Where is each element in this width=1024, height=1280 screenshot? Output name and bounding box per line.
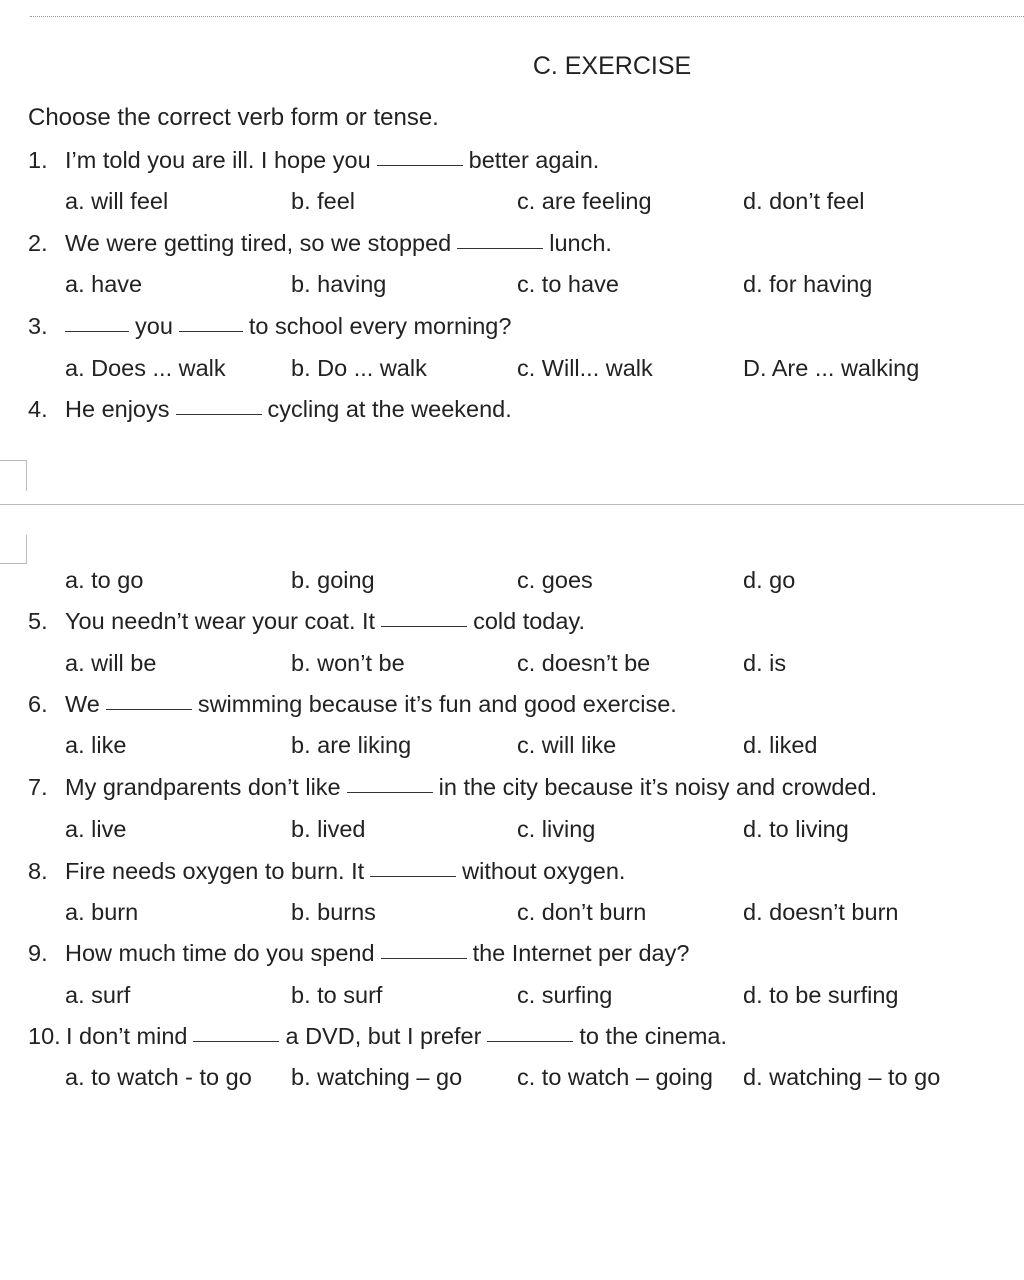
question-1: [28, 147, 599, 174]
answer-blank: [381, 625, 467, 627]
question-text: you: [135, 313, 173, 339]
question-text: the Internet per day?: [472, 940, 690, 966]
option-b: b. burns: [291, 899, 376, 925]
option-d: d. for having: [743, 271, 873, 297]
question-text: cycling at the weekend.: [267, 396, 512, 422]
question-7: [28, 774, 877, 801]
question-number: 5.: [28, 608, 48, 634]
answer-blank: [193, 1040, 279, 1042]
option-c: c. will like: [517, 732, 617, 758]
option-b: b. feel: [291, 188, 356, 214]
option-d: D. Are ... walking: [743, 355, 920, 381]
answer-blank: [487, 1040, 573, 1042]
question-4: [28, 396, 512, 423]
option-a: a. will be: [65, 650, 157, 676]
option-a: a. have: [65, 271, 143, 297]
question-10: [28, 1023, 727, 1050]
question-text: I don’t mind: [66, 1023, 188, 1049]
option-b: b. are liking: [291, 732, 412, 758]
answer-blank: [106, 708, 192, 710]
answer-blank: [347, 791, 433, 793]
question-9: [28, 940, 689, 967]
question-text: I’m told you are ill. I hope you: [65, 147, 371, 173]
option-c: c. are feeling: [517, 188, 652, 214]
question-text: We were getting tired, so we stopped: [65, 230, 452, 256]
option-a: a. to watch - to go: [65, 1064, 252, 1090]
question-text: He enjoys: [65, 396, 170, 422]
top-dotted-line: [30, 16, 1024, 17]
question-number: 2.: [28, 230, 48, 256]
question-text: We: [65, 691, 100, 717]
option-b: b. going: [291, 567, 375, 593]
question-text: Fire needs oxygen to burn. It: [65, 858, 365, 884]
question-number: 9.: [28, 940, 48, 966]
page-corner-mark: [0, 535, 27, 564]
page-break-line: [0, 504, 1024, 505]
option-d: d. don’t feel: [743, 188, 865, 214]
question-6: [28, 691, 677, 718]
question-text: How much time do you spend: [65, 940, 375, 966]
question-text: cold today.: [473, 608, 585, 634]
option-a: a. Does ... walk: [65, 355, 226, 381]
question-number: 3.: [28, 313, 48, 339]
option-c: c. to have: [517, 271, 619, 297]
question-number: 8.: [28, 858, 48, 884]
section-heading: C. EXERCISE: [532, 52, 692, 80]
option-a: a. surf: [65, 982, 131, 1008]
answer-blank: [179, 330, 243, 332]
question-text: lunch.: [549, 230, 612, 256]
question-text: to school every morning?: [248, 313, 512, 339]
option-c: c. goes: [517, 567, 593, 593]
question-text: without oxygen.: [462, 858, 626, 884]
question-text: a DVD, but I prefer: [285, 1023, 482, 1049]
option-d: d. to living: [743, 816, 849, 842]
question-8: [28, 858, 625, 885]
question-3: [28, 313, 511, 340]
question-number: 4.: [28, 396, 48, 422]
question-number: 7.: [28, 774, 48, 800]
answer-blank: [377, 164, 463, 166]
question-number: 6.: [28, 691, 48, 717]
option-c: c. to watch – going: [517, 1064, 713, 1090]
option-c: c. living: [517, 816, 596, 842]
option-d: d. liked: [743, 732, 818, 758]
answer-blank: [381, 957, 467, 959]
page-corner-mark: [0, 460, 27, 491]
option-b: b. lived: [291, 816, 366, 842]
option-b: b. having: [291, 271, 387, 297]
option-b: b. to surf: [291, 982, 383, 1008]
option-b: b. won’t be: [291, 650, 405, 676]
question-text: to the cinema.: [579, 1023, 728, 1049]
question-text: in the city because it’s noisy and crowded.: [438, 774, 878, 800]
option-a: a. live: [65, 816, 127, 842]
option-d: d. go: [743, 567, 796, 593]
question-text: better again.: [468, 147, 600, 173]
option-c: c. surfing: [517, 982, 613, 1008]
answer-blank: [176, 413, 262, 415]
option-b: b. watching – go: [291, 1064, 463, 1090]
option-c: c. doesn’t be: [517, 650, 651, 676]
question-5: [28, 608, 585, 635]
option-c: c. don’t burn: [517, 899, 647, 925]
question-2: [28, 230, 612, 257]
option-a: a. burn: [65, 899, 139, 925]
option-d: d. is: [743, 650, 787, 676]
option-a: a. like: [65, 732, 127, 758]
option-a: a. to go: [65, 567, 144, 593]
option-d: d. doesn’t burn: [743, 899, 899, 925]
option-d: d. to be surfing: [743, 982, 899, 1008]
option-d: d. watching – to go: [743, 1064, 941, 1090]
question-number: 1.: [28, 147, 48, 173]
answer-blank: [370, 875, 456, 877]
answer-blank: [457, 247, 543, 249]
option-a: a. will feel: [65, 188, 169, 214]
question-text: My grandparents don’t like: [65, 774, 341, 800]
answer-blank: [65, 330, 129, 332]
question-text: swimming because it’s fun and good exercise.: [197, 691, 677, 717]
option-c: c. Will... walk: [517, 355, 653, 381]
instruction-text: Choose the correct verb form or tense.: [28, 104, 439, 131]
question-text: You needn’t wear your coat. It: [65, 608, 376, 634]
option-b: b. Do ... walk: [291, 355, 427, 381]
question-number: 10.: [28, 1023, 61, 1049]
